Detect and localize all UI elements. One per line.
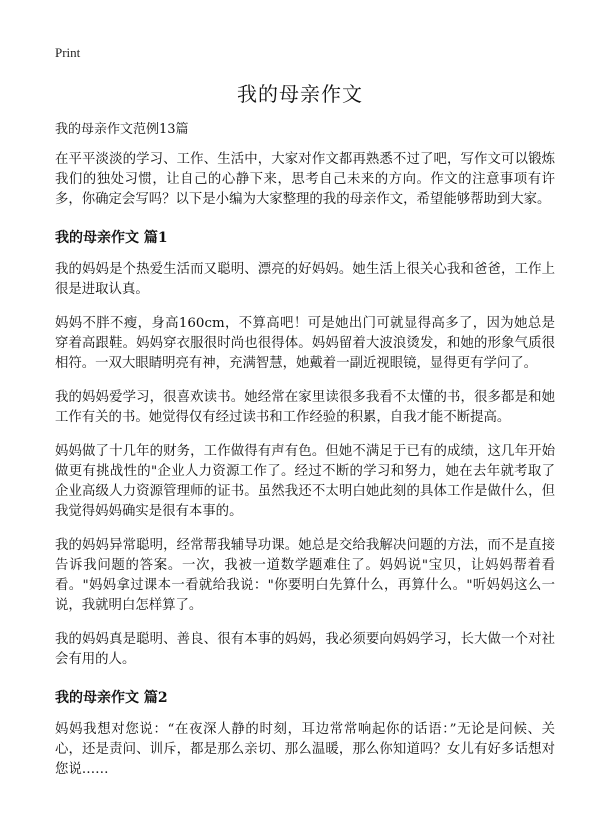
paragraph: 我的妈妈是个热爱生活而又聪明、漂亮的好妈妈。她生活上很关心我和爸爸，工作上很是进取认真。 xyxy=(55,262,555,297)
section-heading-2: 我的母亲作文 篇2 xyxy=(55,690,168,706)
intro-paragraph: 在平平淡淡的学习、工作、生活中，大家对作文都再熟悉不过了吧，写作文可以锻炼我们的独处习惯，让自己的心静下来，思考自己未来的方向。作文的注意事项有许多，你确定会写吗？以下是小编为大家整理的我的母亲作文，希望能够帮助到大家。 xyxy=(55,152,555,207)
paragraph: 妈妈我想对您说：“在夜深人静的时刻，耳边常常响起你的话语：”无论是问候、关心，还是责问、训斥，都是那么亲切、那么温暖，那么你知道吗？女儿有好多话想对您说…… xyxy=(55,722,555,777)
page-title: 我的母亲作文 xyxy=(237,82,363,106)
paragraph: 妈妈不胖不瘦，身高160cm，不算高吧！可是她出门可就显得高多了，因为她总是穿着高跟鞋。妈妈穿衣服很时尚也很得体。妈妈留着大波浪烫发，和她的形象气质很相符。一双大眼睛明亮有神，充满智慧，她戴着一副近视眼镜，显得更有学问了。 xyxy=(55,316,555,371)
section-heading-1: 我的母亲作文 篇1 xyxy=(55,230,168,246)
paragraph: 妈妈做了十几年的财务，工作做得有声有色。但她不满足于已有的成绩，这几年开始做更有挑战性的"企业人力资源工作了。经过不断的学习和努力，她在去年就考取了企业高级人力资源管理师的证书。虽然我还不太明白她此刻的具体工作是做什么，但我觉得妈妈确实是很有本事的。 xyxy=(55,444,555,519)
article-subtitle: 我的母亲作文范例13篇 xyxy=(55,122,189,137)
paragraph: 我的妈妈爱学习，很喜欢读书。她经常在家里读很多我看不太懂的书，很多都是和她工作有关的书。她觉得仅有经过读书和工作经验的积累，自我才能不断提高。 xyxy=(55,390,555,425)
paragraph: 我的妈妈异常聪明，经常帮我辅导功课。她总是交给我解决问题的方法，而不是直接告诉我问题的答案。一次，我被一道数学题难住了。妈妈说"宝贝，让妈妈帮着看看。"妈妈拿过课本一看就给我说："你要明白先算什么，再算什么。"听妈妈这么一说，我就明白怎样算了。 xyxy=(55,538,555,613)
paragraph: 我的妈妈真是聪明、善良、很有本事的妈妈，我必须要向妈妈学习，长大做一个对社会有用的人。 xyxy=(55,632,555,667)
article-body xyxy=(55,120,555,794)
print-link[interactable]: Print xyxy=(55,45,81,60)
